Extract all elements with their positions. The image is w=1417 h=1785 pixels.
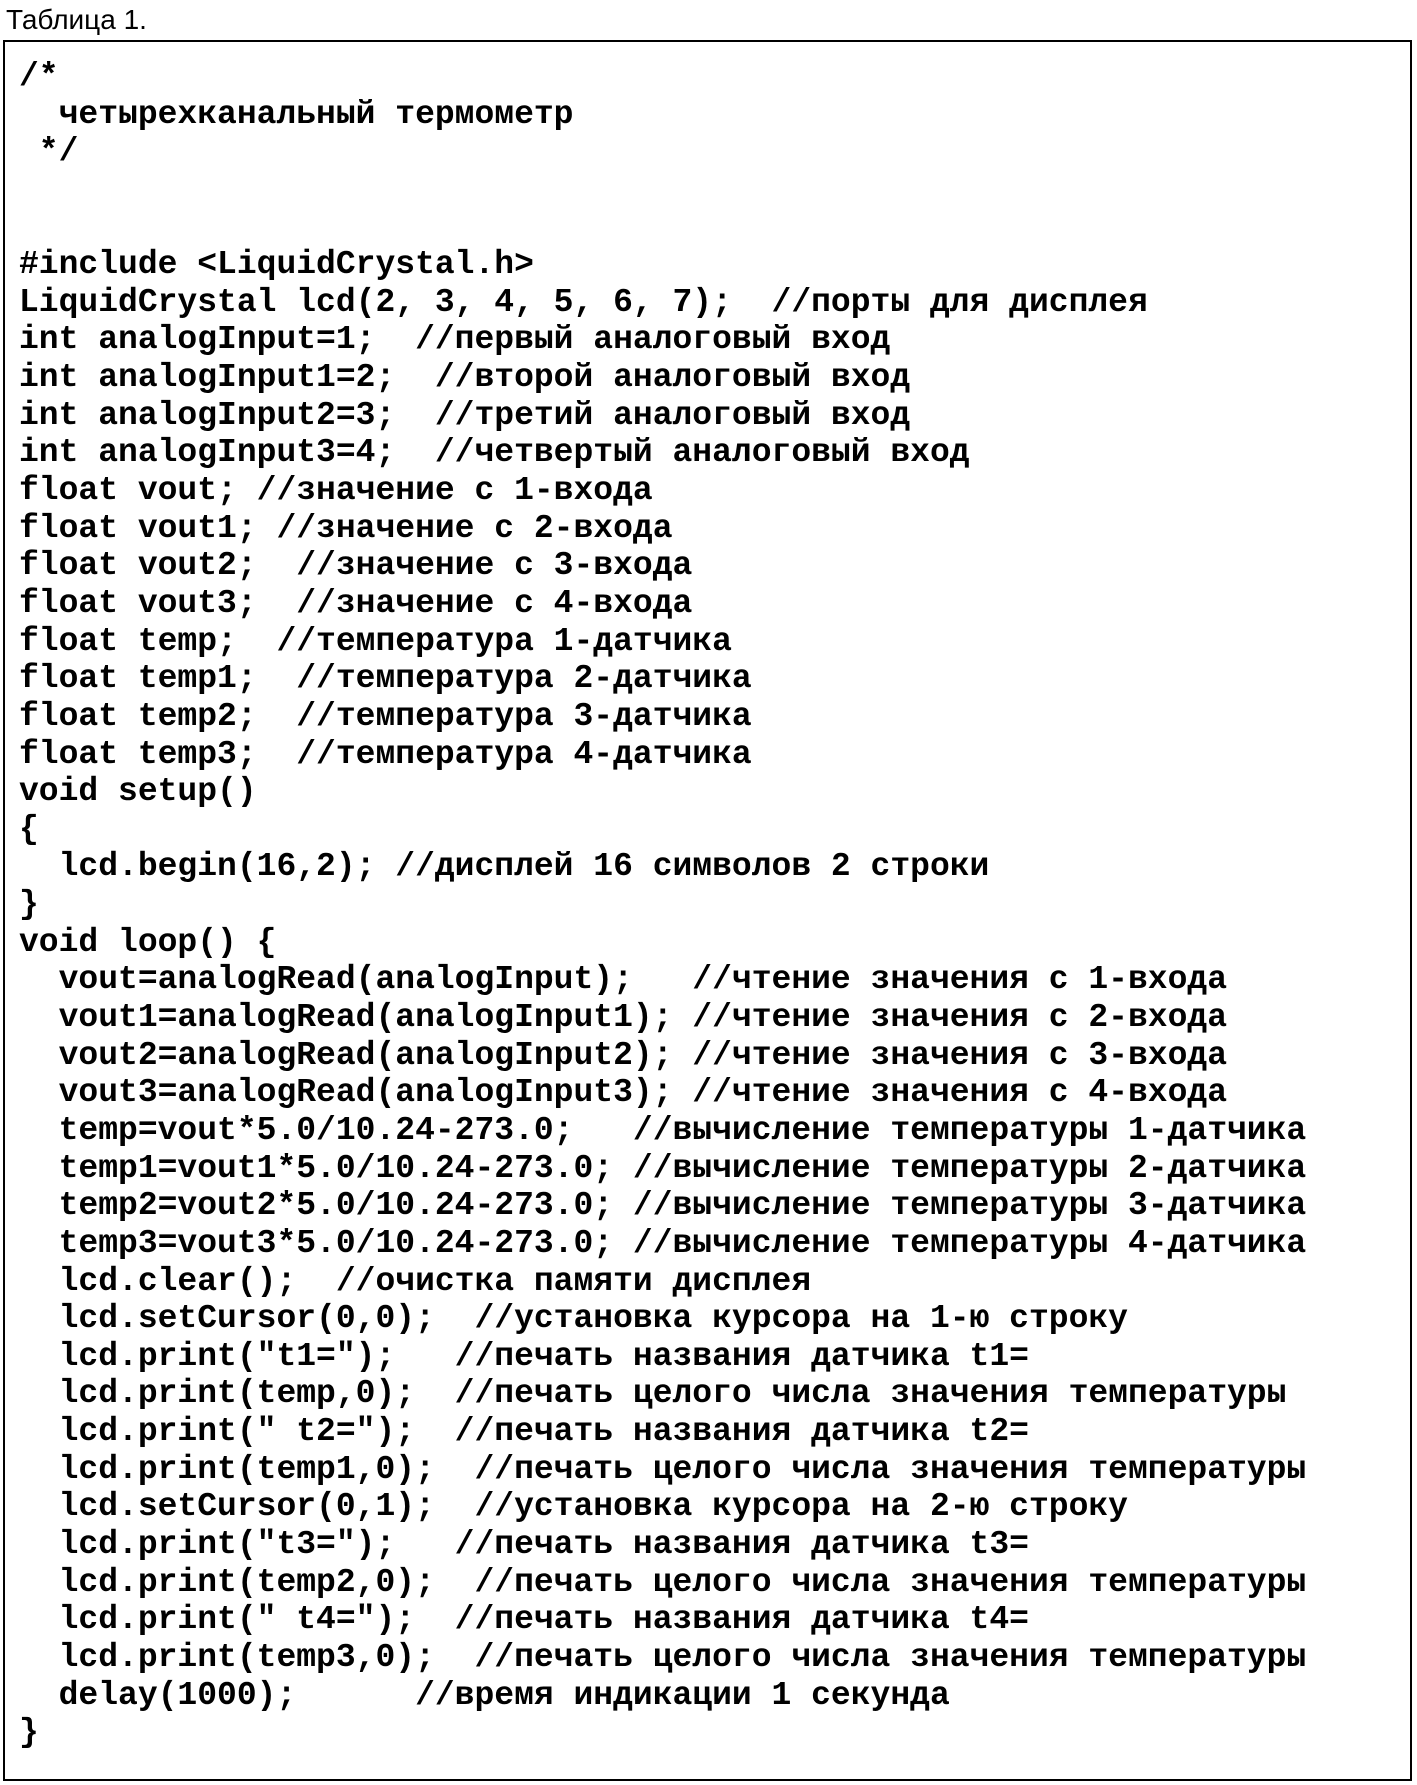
code-listing (19, 58, 1306, 1752)
code-line: int analogInput2=3; //третий аналоговый вход (19, 396, 911, 434)
code-listing-box (3, 40, 1412, 1781)
code-line: vout2=analogRead(analogInput2); //чтение значения с 3-входа (19, 1036, 1227, 1074)
code-line: int analogInput1=2; //второй аналоговый вход (19, 359, 911, 397)
code-line: float vout; //значение с 1-входа (19, 472, 653, 510)
code-line: float temp1; //температура 2-датчика (19, 660, 752, 698)
code-line: vout1=analogRead(analogInput1); //чтение значения с 2-входа (19, 999, 1227, 1037)
code-line: lcd.clear(); //очистка памяти дисплея (19, 1262, 812, 1300)
code-line: lcd.print(temp1,0); //печать целого числа значения температуры (19, 1450, 1307, 1488)
code-line: float temp2; //температура 3-датчика (19, 697, 752, 735)
code-line: void setup() (19, 773, 257, 811)
code-line: */ (19, 133, 79, 171)
code-line: delay(1000); //время индикации 1 секунда (19, 1676, 950, 1714)
code-line: temp3=vout3*5.0/10.24-273.0; //вычисление температуры 4-датчика (19, 1224, 1307, 1262)
code-line: } (19, 886, 39, 924)
code-line: void loop() { (19, 923, 277, 961)
code-line: } (19, 1714, 39, 1752)
code-line: /* (19, 58, 59, 95)
code-line: lcd.print("t3="); //печать названия датчика t3= (19, 1525, 1029, 1563)
table-caption: Таблица 1. (6, 4, 147, 35)
code-line: int analogInput=1; //первый аналоговый вход (19, 321, 891, 359)
code-line: lcd.setCursor(0,1); //установка курсора на 2-ю строку (19, 1488, 1128, 1526)
code-line (19, 171, 1306, 209)
code-line: lcd.print("t1="); //печать названия датчика t1= (19, 1337, 1029, 1375)
code-line (19, 209, 1306, 247)
code-line: lcd.begin(16,2); //дисплей 16 символов 2 строки (19, 848, 990, 886)
code-line: int analogInput3=4; //четвертый аналоговый вход (19, 434, 970, 472)
code-line: lcd.print(temp3,0); //печать целого числа значения температуры (19, 1638, 1307, 1676)
code-line: temp1=vout1*5.0/10.24-273.0; //вычисление температуры 2-датчика (19, 1149, 1307, 1187)
code-line: lcd.print(" t4="); //печать названия датчика t4= (19, 1601, 1029, 1639)
code-line: lcd.print(temp2,0); //печать целого числа значения температуры (19, 1563, 1307, 1601)
code-line: float temp3; //температура 4-датчика (19, 735, 752, 773)
code-line: float vout3; //значение с 4-входа (19, 584, 693, 622)
code-line: temp=vout*5.0/10.24-273.0; //вычисление температуры 1-датчика (19, 1111, 1307, 1149)
code-line: float vout1; //значение с 2-входа (19, 509, 673, 547)
code-line: vout3=analogRead(analogInput3); //чтение значения с 4-входа (19, 1074, 1227, 1112)
code-line: float temp; //температура 1-датчика (19, 622, 732, 660)
code-line: LiquidCrystal lcd(2, 3, 4, 5, 6, 7); //порты для дисплея (19, 283, 1148, 321)
code-line: четырехканальный термометр (19, 95, 574, 133)
code-line: { (19, 810, 39, 848)
code-line: vout=analogRead(analogInput); //чтение значения с 1-входа (19, 961, 1227, 999)
code-line: #include <LiquidCrystal.h> (19, 246, 534, 284)
code-line: lcd.setCursor(0,0); //установка курсора на 1-ю строку (19, 1300, 1128, 1338)
code-line: temp2=vout2*5.0/10.24-273.0; //вычисление температуры 3-датчика (19, 1187, 1307, 1225)
code-line: lcd.print(" t2="); //печать названия датчика t2= (19, 1413, 1029, 1451)
code-line: float vout2; //значение с 3-входа (19, 547, 693, 585)
code-line: lcd.print(temp,0); //печать целого числа значения температуры (19, 1375, 1287, 1413)
